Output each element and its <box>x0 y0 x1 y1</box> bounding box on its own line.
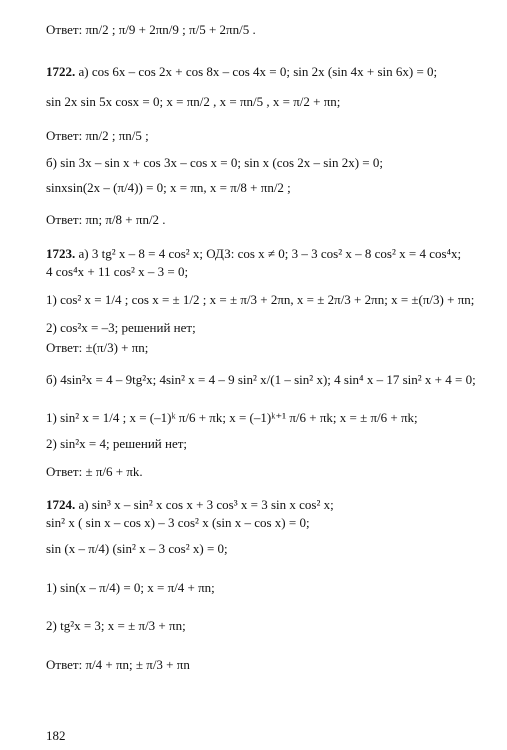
problem-1724a-line-2: sin² x ( sin x – cos x) – 3 cos² x (sin x – cos x) = 0; <box>46 515 310 530</box>
problem-1723a-line-4: 2) cos²x = –3; решений нет; <box>46 320 196 335</box>
answer-line-1722b: Ответ: πn; π/8 + πn/2 . <box>46 212 166 227</box>
problem-1723a-line-1: 1723. а) 3 tg² x – 8 = 4 cos² x; ОДЗ: cos x ≠ 0; 3 – 3 cos² x – 8 cos² x = 4 cos⁴x; <box>46 246 462 261</box>
answer-line-1723a: Ответ: ±(π/3) + πn; <box>46 340 149 355</box>
problem-1723b-line-1: б) 4sin²x = 4 – 9tg²x; 4sin² x = 4 – 9 sin² x/(1 – sin² x); 4 sin⁴ x – 17 sin² x + 4 = 0; <box>46 372 476 387</box>
problem-1722a-line-2: sin 2x sin 5x cosx = 0; x = πn/2 , x = πn/5 , x = π/2 + πn; <box>46 94 341 109</box>
problem-1722a-line-1: 1722. а) cos 6x – cos 2x + cos 8x – cos 4x = 0; sin 2x (sin 4x + sin 6x) = 0; <box>46 64 438 79</box>
answer-line-1721: Ответ: πn/2 ; π/9 + 2πn/9 ; π/5 + 2πn/5 . <box>46 22 256 37</box>
problem-number: 1722. <box>46 64 76 79</box>
problem-number: 1723. <box>46 246 76 261</box>
answer-line-1724a: Ответ: π/4 + πn; ± π/3 + πn <box>46 657 190 672</box>
problem-1723a-line-2: 4 cos⁴x + 11 cos² x – 3 = 0; <box>46 264 189 279</box>
problem-1722b-line-2: sinxsin(2x – (π/4)) = 0; x = πn, x = π/8 + πn/2 ; <box>46 180 291 195</box>
problem-1724a-line-3: sin (x – π/4) (sin² x – 3 cos² x) = 0; <box>46 541 228 556</box>
answer-line-1723b: Ответ: ± π/6 + πk. <box>46 464 143 479</box>
page-number: 182 <box>46 728 66 743</box>
problem-1722b-line-1: б) sin 3x – sin x + cos 3x – cos x = 0; sin x (cos 2x – sin 2x) = 0; <box>46 155 383 170</box>
problem-1723b-line-3: 2) sin²x = 4; решений нет; <box>46 436 188 451</box>
problem-1724a-line-1: 1724. а) sin³ x – sin² x cos x + 3 cos³ x = 3 sin x cos² x; <box>46 497 334 512</box>
answer-line-1722a: Ответ: πn/2 ; πn/5 ; <box>46 128 149 143</box>
problem-1724a-line-5: 2) tg²x = 3; x = ± π/3 + πn; <box>46 618 186 633</box>
problem-1724a-line-4: 1) sin(x – π/4) = 0; x = π/4 + πn; <box>46 580 215 595</box>
problem-number: 1724. <box>46 497 76 512</box>
problem-1723b-line-2: 1) sin² x = 1/4 ; x = (–1)ᵏ π/6 + πk; x = (–1)ᵏ⁺¹ π/6 + πk; x = ± π/6 + πk; <box>46 410 418 425</box>
problem-1723a-line-3: 1) cos² x = 1/4 ; cos x = ± 1/2 ; x = ± π/3 + 2πn, x = ± 2π/3 + 2πn; x = ±(π/3) + πn; <box>46 292 475 307</box>
